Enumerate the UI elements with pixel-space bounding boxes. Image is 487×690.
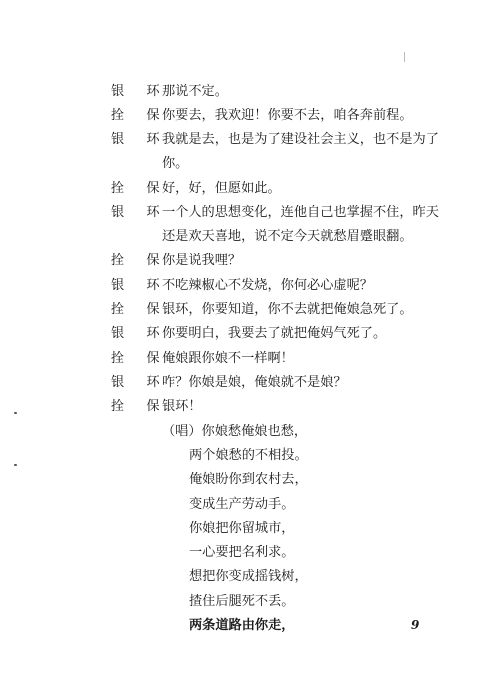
song-line: 变成生产劳动手。 [189,497,295,512]
song-line: 想把你变成摇钱树， [189,569,308,584]
dialogue-line: 一个人的思想变化，连他自己也掌握不住，昨天 [162,205,439,220]
song-line: 你娘把你留城市， [189,521,295,536]
dialogue-line: 不吃辣椒心不发烧，你何必心虚呢？ [162,278,373,293]
song-line: 揸住后腿死不丢。 [189,594,295,609]
speaker-name: 拴 保 [111,253,169,268]
dialogue-line: 我就是去，也是为了建设社会主义，也不是为了 [162,132,439,147]
dialogue-line: 你要明白，我要去了就把俺妈气死了。 [162,326,387,341]
dialogue-line: 你是说我哩？ [162,253,242,268]
dialogue-line: 银环！ [162,399,202,414]
song-first-line: （唱）你娘愁俺娘也愁， [162,424,308,439]
speaker-name: 拴 保 [111,181,169,196]
page-number: 9 [411,618,420,632]
margin-speck [14,464,17,466]
speaker-name: 银 环 [111,326,169,341]
dialogue-line: 咋？你娘是娘，俺娘就不是娘？ [162,375,347,390]
dialogue-continuation: 你。 [162,156,189,171]
song-line: 两条道路由你走， [189,618,295,633]
dialogue-line: 俺娘跟你娘不一样啊！ [162,351,294,366]
speaker-name: 拴 保 [111,351,169,366]
song-line: 一心要把名利求。 [189,545,295,560]
speaker-name: 拴 保 [111,302,169,317]
speaker-name: 拴 保 [111,399,169,414]
dialogue-line: 你要去，我欢迎！你要不去，咱各奔前程。 [162,108,413,123]
edge-mark [404,52,405,62]
speaker-name: 银 环 [111,84,169,99]
speaker-name: 银 环 [111,205,169,220]
speaker-name: 银 环 [111,132,169,147]
speaker-name: 银 环 [111,278,169,293]
song-line: 两个娘愁的不相投。 [189,448,308,463]
dialogue-continuation: 还是欢天喜地，说不定今天就愁眉蹙眼翻。 [162,229,413,244]
speaker-name: 银 环 [111,375,169,390]
dialogue-line: 那说不定。 [162,84,228,99]
speaker-name: 拴 保 [111,108,169,123]
dialogue-line: 好，好，但愿如此。 [162,181,281,196]
song-line: 俺娘盼你到农村去， [189,472,308,487]
margin-speck [14,412,17,414]
dialogue-line: 银环，你要知道，你不去就把俺娘急死了。 [162,302,413,317]
